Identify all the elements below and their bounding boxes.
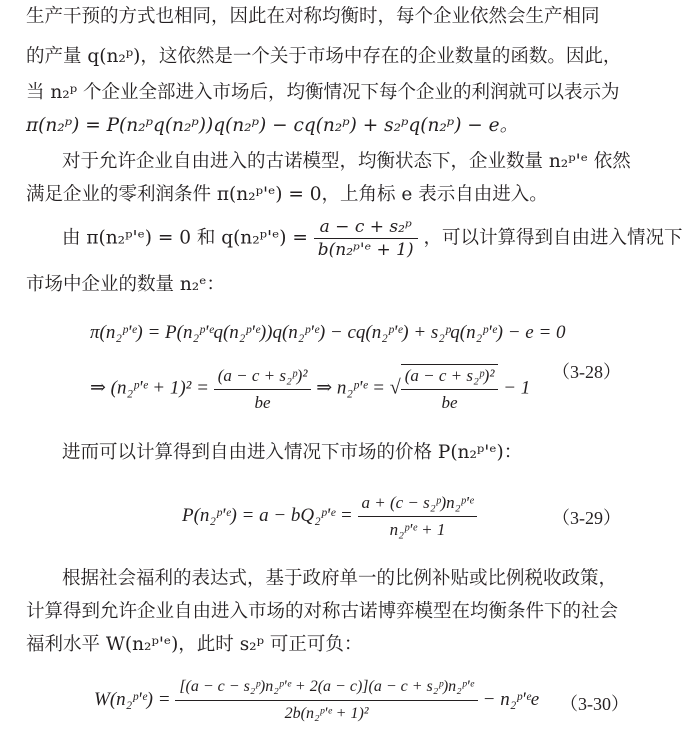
paragraph-4-line-1: 进而可以计算得到自由进入情况下市场的价格 P(n₂ᵖ'ᵉ)： <box>62 442 523 463</box>
eq328-mid: ⇒ n₂ᵖ'ᵉ = <box>316 377 385 399</box>
equation-3-30-number: （3-30） <box>560 694 629 714</box>
eq329-fraction-denominator: n₂ᵖ'ᵉ + 1 <box>389 520 446 539</box>
paragraph-3-line-2: 市场中企业的数量 n₂ᵉ： <box>26 274 225 295</box>
paragraph-3-line-1 <box>62 217 683 260</box>
equation-3-29-number: （3-29） <box>552 508 621 528</box>
paragraph-1-line-3: 当 n₂ᵖ 个企业全部进入市场后，均衡情况下每个企业的利润就可以表示为 <box>26 82 620 103</box>
paragraph-1-line-1: 生产干预的方式也相同，因此在对称均衡时，每个企业依然会生产相同 <box>26 6 600 27</box>
quantity-fraction <box>314 218 418 259</box>
eq329-fraction <box>358 492 478 541</box>
eq330-left: W(n₂ᵖ'ᵉ) = <box>94 688 171 710</box>
sqrt-icon: √ <box>389 376 401 399</box>
paragraph-5-line-2: 计算得到允许企业自由进入市场的对称古诺博弈模型在均衡条件下的社会 <box>26 601 619 622</box>
paragraph-2-line-2: 满足企业的零利润条件 π(n₂ᵖ'ᵉ) = 0，上角标 e 表示自由进入。 <box>26 184 548 205</box>
equation-3-29 <box>182 492 477 541</box>
equation-3-28-line-1: π(n₂ᵖ'ᵉ) = P(n₂ᵖ'ᵉq(n₂ᵖ'ᵉ))q(n₂ᵖ'ᵉ) − cq(n₂ᵖ'ᵉ) + s₂ᵖq(n₂ᵖ'ᵉ) − e = 0 <box>90 322 566 343</box>
paragraph-5-line-1: 根据社会福利的表达式，基于政府单一的比例补贴或比例税收政策， <box>62 568 618 589</box>
eq328-root-numerator: (a − c + s₂ᵖ)² <box>401 365 499 390</box>
eq328-fraction <box>214 365 312 414</box>
eq329-fraction-numerator: a + (c − s₂ᵖ)n₂ᵖ'ᵉ <box>358 492 478 517</box>
eq328-fraction-denominator: be <box>254 392 271 412</box>
eq328-left: ⇒ (n₂ᵖ'ᵉ + 1)² = <box>90 377 209 399</box>
equation-3-30 <box>94 676 539 725</box>
quantity-fraction-numerator: a − c + s₂ᵖ <box>314 218 418 239</box>
equation-3-28-number: （3-28） <box>552 362 621 382</box>
eq330-fraction <box>175 676 478 725</box>
eq328-tail: − 1 <box>503 377 531 399</box>
free-entry-condition: 由 π(n₂ᵖ'ᵉ) = 0 和 q(n₂ᵖ'ᵉ) = <box>62 227 308 249</box>
eq329-left: P(n₂ᵖ'ᵉ) = a − bQ₂ᵖ'ᵉ = <box>182 504 353 526</box>
quantity-fraction-denominator: b(n₂ᵖ'ᵉ + 1) <box>317 240 414 260</box>
paragraph-1-line-2: 的产量 q(n₂ᵖ)，这依然是一个关于市场中存在的企业数量的函数。因此， <box>26 46 622 67</box>
eq328-fraction-numerator: (a − c + s₂ᵖ)² <box>214 365 312 390</box>
paragraph-5-line-3: 福利水平 W(n₂ᵖ'ᵉ)，此时 s₂ᵖ 可正可负： <box>26 634 363 655</box>
eq328-root-denominator: be <box>441 393 458 412</box>
paragraph-2-line-1: 对于允许企业自由进入的古诺模型，均衡状态下，企业数量 n₂ᵖ'ᵉ 依然 <box>62 151 631 172</box>
paragraph-1-line-4-profit-formula: π(n₂ᵖ) = P(n₂ᵖq(n₂ᵖ))q(n₂ᵖ) − cq(n₂ᵖ) + s₂ᵖq(n₂ᵖ) − e。 <box>26 115 519 136</box>
eq328-root-fraction <box>401 364 499 414</box>
eq330-fraction-denominator: 2b(n₂ᵖ'ᵉ + 1)² <box>284 705 369 722</box>
free-entry-condition-tail: ，可以计算得到自由进入情况下 <box>423 227 683 249</box>
equation-3-28-line-2 <box>90 364 530 414</box>
eq330-tail: − n₂ᵖ'ᵉe <box>482 688 540 710</box>
eq330-fraction-numerator: [(a − c − s₂ᵖ)n₂ᵖ'ᵉ + 2(a − c)](a − c + s₂ᵖ)n₂ᵖ'ᵉ <box>175 676 478 701</box>
